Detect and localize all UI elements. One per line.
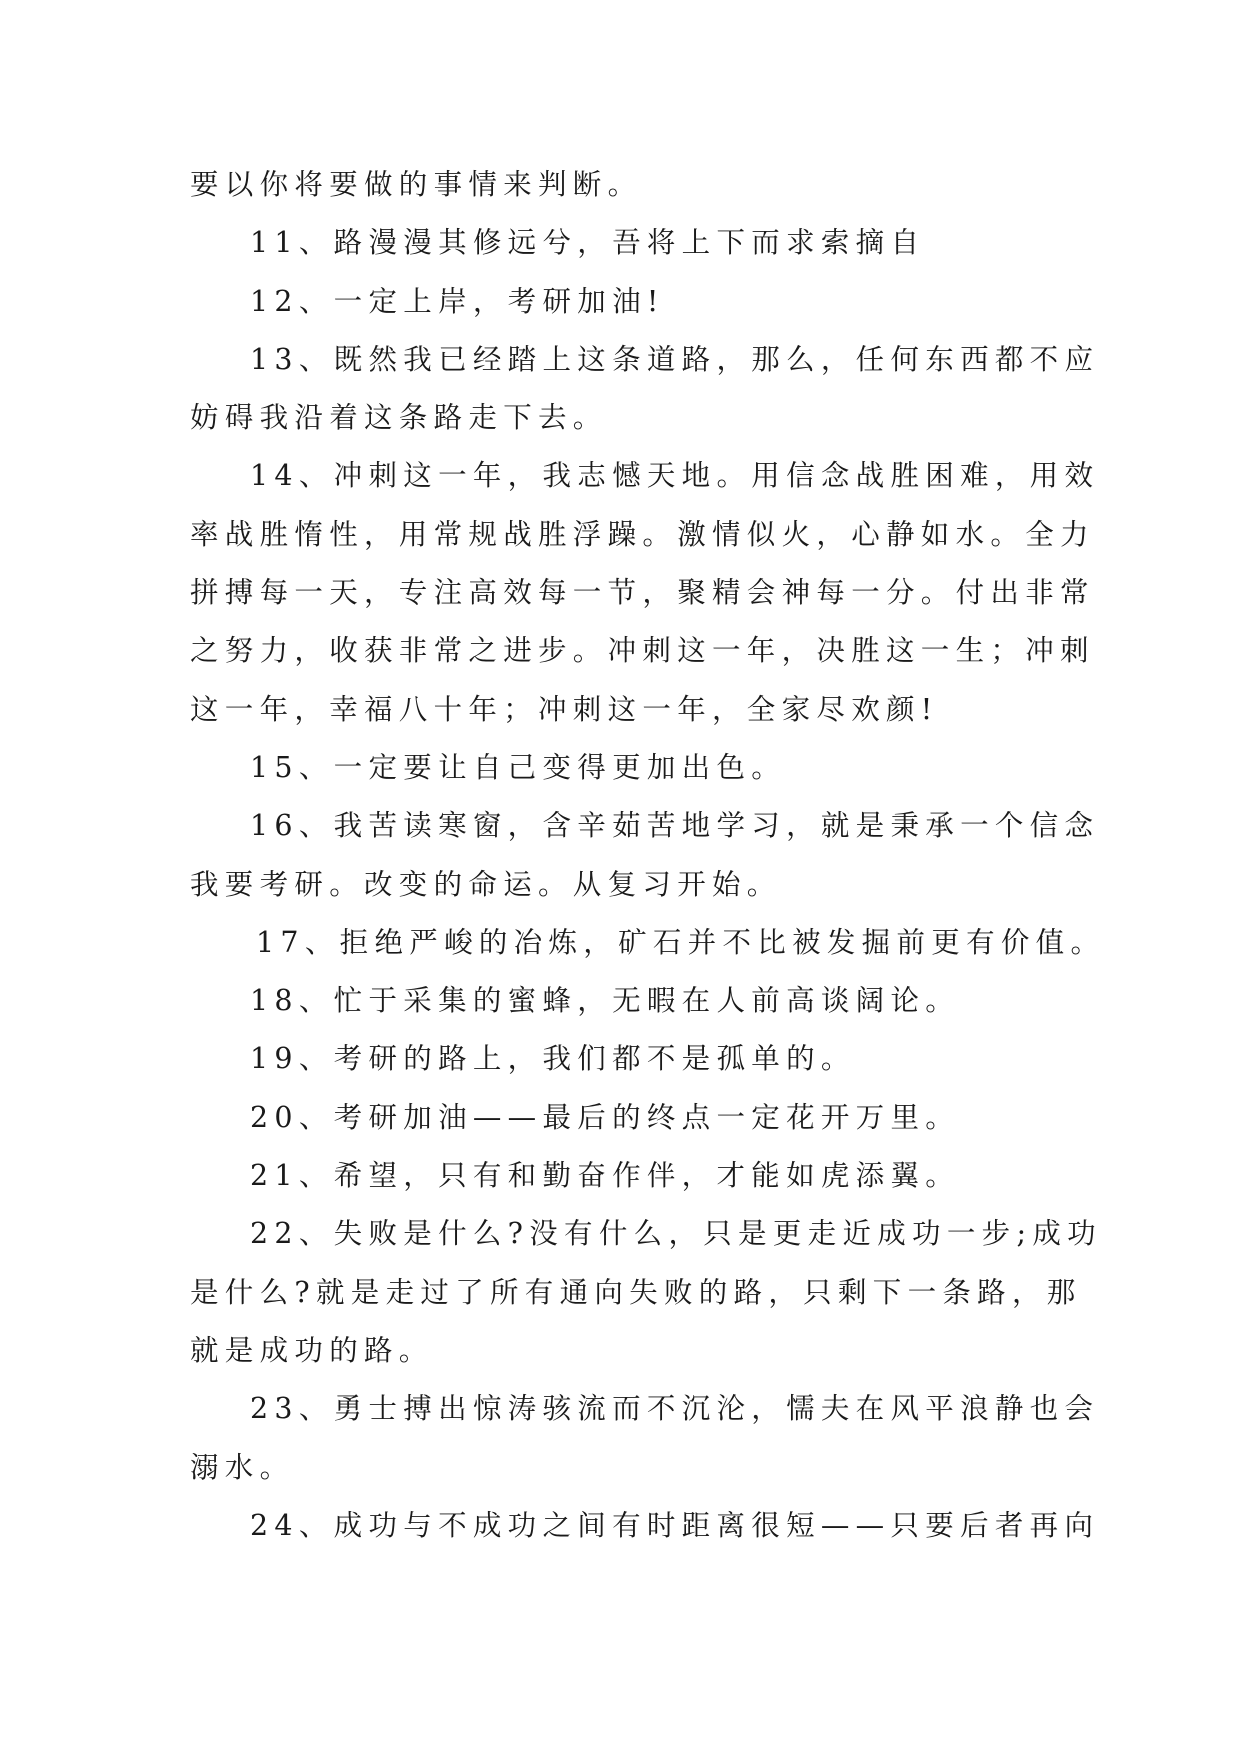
- text-line: 妨碍我沿着这条路走下去。: [190, 401, 608, 435]
- text-line: 17、拒绝严峻的冶炼，矿石并不比被发掘前更有价值。: [256, 925, 1106, 959]
- text-line: 20、考研加油——最后的终点一定花开万里。: [250, 1100, 961, 1134]
- text-line: 21、希望，只有和勤奋作伴，才能如虎添翼。: [250, 1159, 961, 1193]
- text-line: 22、失败是什么?没有什么，只是更走近成功一步;成功: [250, 1217, 1102, 1251]
- text-line: 16、我苦读寒窗，含辛茹苦地学习，就是秉承一个信念: [250, 809, 1100, 843]
- text-line: 是什么?就是走过了所有通向失败的路，只剩下一条路，那: [190, 1275, 1082, 1309]
- text-line: 拼搏每一天，专注高效每一节，聚精会神每一分。付出非常: [190, 576, 1095, 610]
- text-line: 溺水。: [190, 1450, 295, 1484]
- text-line: 就是成功的路。: [190, 1333, 434, 1367]
- text-line: 24、成功与不成功之间有时距离很短——只要后者再向: [250, 1508, 1100, 1542]
- text-line: 12、一定上岸，考研加油!: [250, 284, 665, 318]
- text-line: 23、勇士搏出惊涛骇流而不沉沦，懦夫在风平浪静也会: [250, 1392, 1100, 1426]
- text-line: 19、考研的路上，我们都不是孤单的。: [250, 1042, 856, 1076]
- text-line: 率战胜惰性，用常规战胜浮躁。激情似火，心静如水。全力: [190, 517, 1095, 551]
- text-line: 11、路漫漫其修远兮，吾将上下而求索摘自: [250, 226, 926, 260]
- text-line: 15、一定要让自己变得更加出色。: [250, 750, 787, 784]
- text-line: 14、冲刺这一年，我志憾天地。用信念战胜困难，用效: [250, 459, 1100, 493]
- text-line: 之努力，收获非常之进步。冲刺这一年，决胜这一生；冲刺: [190, 634, 1095, 668]
- text-line: 13、既然我已经踏上这条道路，那么，任何东西都不应: [250, 342, 1100, 376]
- text-line: 18、忙于采集的蜜蜂，无暇在人前高谈阔论。: [250, 984, 961, 1018]
- document-body: [190, 156, 1106, 1555]
- text-line: 我要考研。改变的命运。从复习开始。: [190, 867, 782, 901]
- text-line: 这一年，幸福八十年；冲刺这一年，全家尽欢颜!: [190, 692, 939, 726]
- text-line: 要以你将要做的事情来判断。: [190, 168, 643, 201]
